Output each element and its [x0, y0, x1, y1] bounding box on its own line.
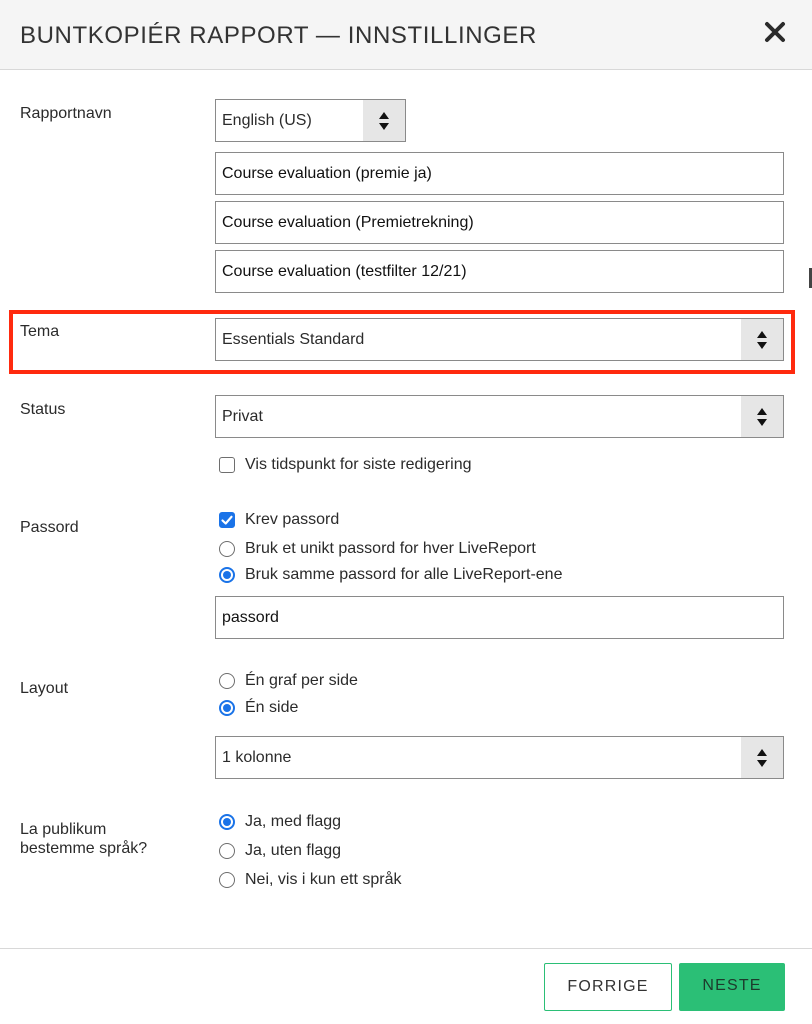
language-without-flags-label: Ja, uten flagg — [245, 842, 342, 859]
dialog-header — [0, 0, 812, 70]
language-select[interactable] — [215, 99, 406, 142]
dialog-title: BUNTKOPIÉR RAPPORT — INNSTILLINGER — [20, 22, 537, 49]
language-select-value: English (US) — [222, 112, 312, 129]
one-chart-per-page-radio[interactable] — [219, 673, 235, 689]
report-name-input-3[interactable] — [215, 250, 784, 293]
report-name-input-2[interactable] — [215, 201, 784, 244]
layout-label: Layout — [20, 680, 69, 697]
select-arrows-icon — [741, 396, 783, 437]
same-password-label: Bruk samme passord for alle LiveReport-ene — [245, 566, 563, 583]
next-button[interactable]: NESTE — [679, 963, 785, 1011]
password-label: Passord — [20, 519, 79, 536]
report-name-input-1[interactable] — [215, 152, 784, 195]
one-page-radio[interactable] — [219, 700, 235, 716]
status-label: Status — [20, 401, 66, 418]
select-arrows-icon — [741, 319, 783, 360]
single-language-radio[interactable] — [219, 872, 235, 888]
show-last-edited-label: Vis tidspunkt for siste redigering — [245, 456, 472, 473]
language-choice-label-line1: La publikum — [20, 821, 107, 838]
previous-button[interactable]: FORRIGE — [544, 963, 672, 1011]
show-last-edited-checkbox[interactable] — [219, 457, 235, 473]
password-value: passord — [222, 609, 279, 626]
same-password-radio[interactable] — [219, 567, 235, 583]
report-name-value-3: Course evaluation (testfilter 12/21) — [222, 263, 467, 280]
theme-label: Tema — [20, 323, 60, 340]
one-chart-per-page-label: Én graf per side — [245, 672, 358, 689]
require-password-label: Krev passord — [245, 511, 340, 528]
status-select-value: Privat — [222, 408, 263, 425]
theme-select[interactable] — [215, 318, 784, 361]
password-input[interactable] — [215, 596, 784, 639]
select-arrows-icon — [741, 737, 783, 778]
report-name-value-2: Course evaluation (Premietrekning) — [222, 214, 474, 231]
language-with-flags-radio[interactable] — [219, 814, 235, 830]
theme-select-value: Essentials Standard — [222, 331, 365, 348]
checkmark-icon — [219, 512, 235, 528]
status-select[interactable] — [215, 395, 784, 438]
require-password-checkbox[interactable] — [219, 512, 235, 528]
language-choice-label — [20, 820, 147, 858]
select-arrows-icon — [363, 100, 405, 141]
unique-password-label: Bruk et unikt passord for hver LiveReport — [245, 540, 536, 557]
columns-select-value: 1 kolonne — [222, 749, 292, 766]
close-icon[interactable] — [761, 18, 789, 46]
footer-divider — [0, 948, 812, 949]
unique-password-radio[interactable] — [219, 541, 235, 557]
report-name-label: Rapportnavn — [20, 105, 112, 122]
columns-select[interactable] — [215, 736, 784, 779]
report-name-value-1: Course evaluation (premie ja) — [222, 165, 432, 182]
language-without-flags-radio[interactable] — [219, 843, 235, 859]
language-choice-label-line2: bestemme språk? — [20, 840, 148, 857]
single-language-label: Nei, vis i kun ett språk — [245, 871, 402, 888]
language-with-flags-label: Ja, med flagg — [245, 813, 342, 830]
one-page-label: Én side — [245, 699, 299, 716]
